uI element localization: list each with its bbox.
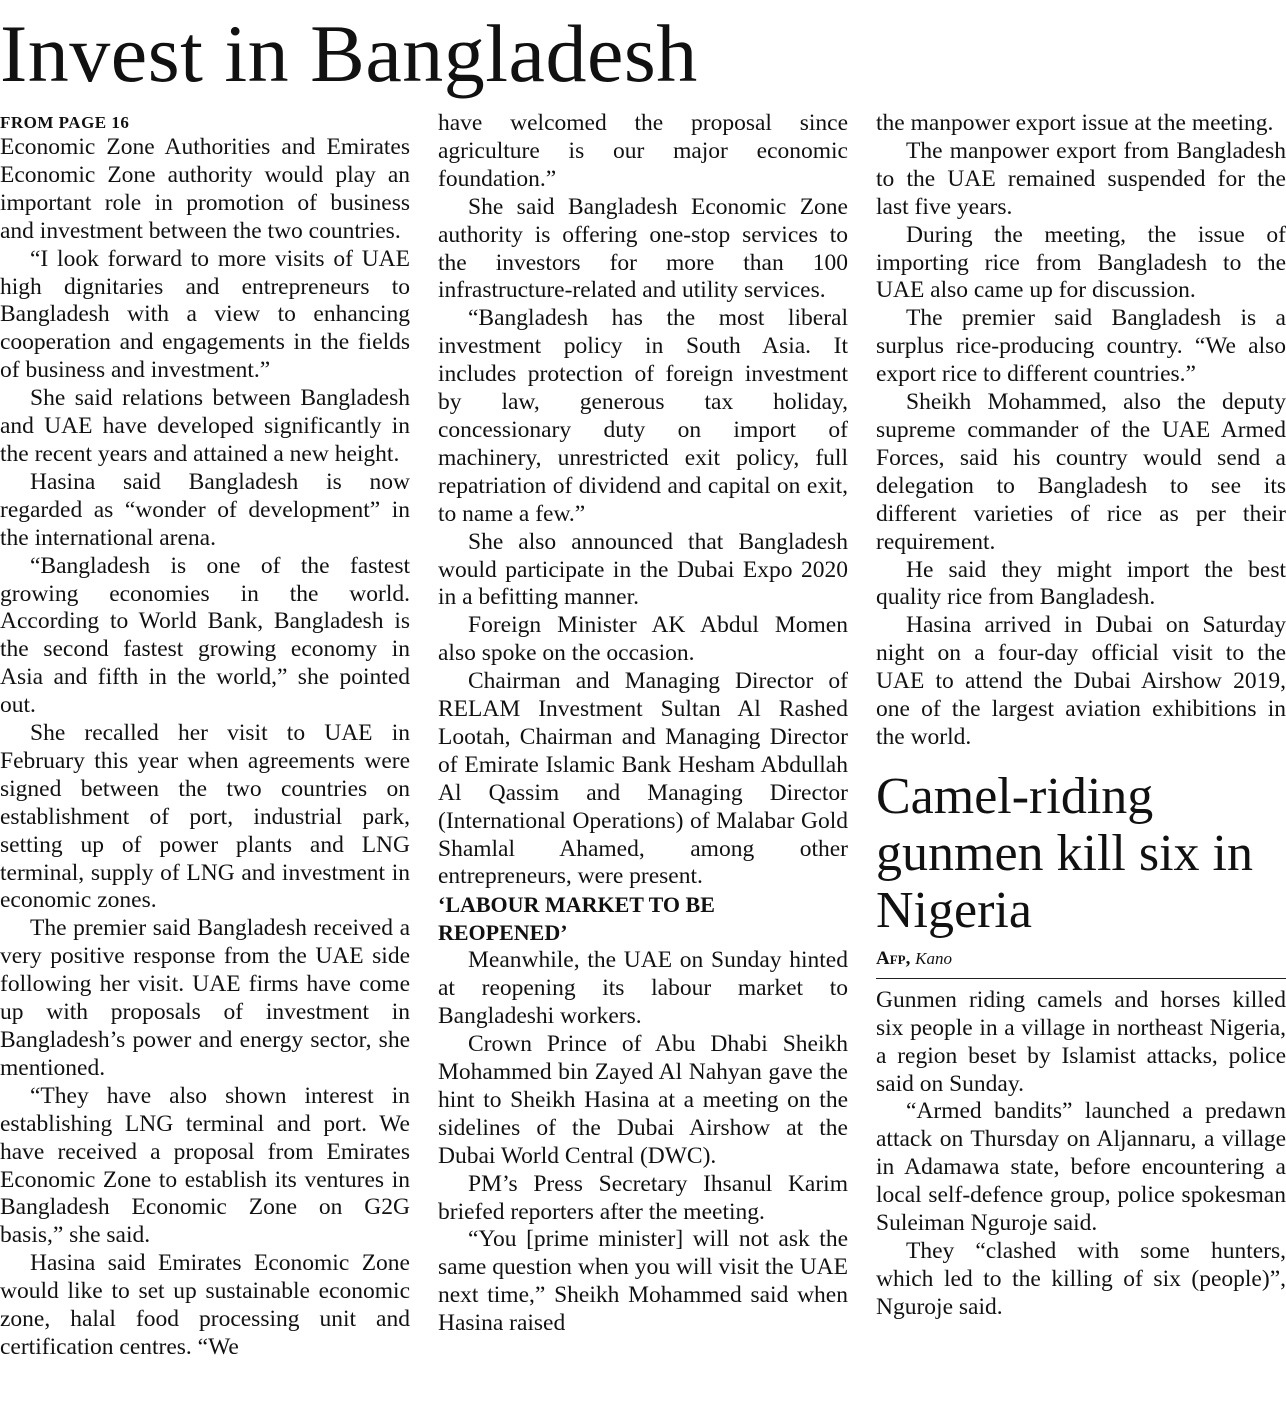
section-subhead: ‘LABOUR MARKET TO BE REOPENED’ [438, 892, 715, 946]
paragraph: PM’s Press Secretary Ihsanul Karim briefed reporters after the meeting. [438, 1170, 848, 1225]
paragraph: During the meeting, the issue of importing rice from Bangladesh to the UAE also came up for discussion. [876, 221, 1286, 304]
paragraph: Meanwhile, the UAE on Sunday hinted at reopening its labour market to Bangladeshi workers. [438, 947, 848, 1030]
paragraph: “You [prime minister] will not ask the same question when you will visit the UAE next time,” Sheikh Mohammed said when Hasina raised [438, 1226, 848, 1337]
article-column-2 [438, 110, 848, 1338]
paragraph: “Bangladesh has the most liberal investment policy in South Asia. It includes protection of foreign investment by law, generous tax holiday, concessionary duty on import of machinery, unrestricted exit policy, full repatriation of dividend and capital on exit, to name a few.” [438, 305, 848, 527]
paragraph: He said they might import the best quality rice from Bangladesh. [876, 556, 1286, 611]
dateline: FROM PAGE 16 [0, 113, 130, 132]
paragraph: “Armed bandits” launched a predawn attack on Thursday on Aljannaru, a village in Adamawa state, before encountering a local self-defence group, police spokesman Suleiman Nguroje said. [876, 1098, 1286, 1237]
paragraph: “I look forward to more visits of UAE high dignitaries and entrepreneurs to Bangladesh with a view to enhancing cooperation and engagements in the fields of business and investment.” [0, 245, 410, 384]
paragraph: Chairman and Managing Director of RELAM Investment Sultan Al Rashed Lootah, Chairman and Managing Director of Emirate Islamic Bank Hesham Abdullah Al Qassim and Managing Director (International Operations) of Malabar Gold Shamlal Ahamed, among other entrepreneurs, were present. [438, 668, 848, 890]
article-column-1 [0, 108, 410, 1362]
paragraph: They “clashed with some hunters, which led to the killing of six (people)”, Nguroje said. [876, 1238, 1286, 1320]
paragraph: She recalled her visit to UAE in February this year when agreements were signed between the two countries on establishment of port, industrial park, setting up of power plants and LNG terminal, supply of LNG and investment in economic zones. [0, 720, 410, 914]
paragraph: Crown Prince of Abu Dhabi Sheikh Mohammed bin Zayed Al Nahyan gave the hint to Sheikh Hasina at a meeting on the sidelines of the Dubai Airshow at the Dubai World Central (DWC). [438, 1031, 848, 1169]
paragraph: Sheikh Mohammed, also the deputy supreme commander of the UAE Armed Forces, said his country would send a delegation to Bangladesh to see its different varieties of rice as per their requirement. [876, 389, 1286, 555]
byline [876, 947, 1286, 979]
paragraph: the manpower export issue at the meeting. [876, 110, 1274, 136]
paragraph: “Bangladesh is one of the fastest growing economies in the world. According to World Bank, Bangladesh is the second fastest growing economy in Asia and fifth in the world,” she pointed out. [0, 552, 410, 719]
paragraph: She also announced that Bangladesh would participate in the Dubai Expo 2020 in a befitting manner. [438, 528, 848, 611]
second-article-headline: Camel-riding gunmen kill six in Nigeria [876, 767, 1253, 939]
paragraph: She said Bangladesh Economic Zone authority is offering one-stop services to the investors for more than 100 infrastructure-related and utility services. [438, 193, 848, 304]
paragraph: Hasina arrived in Dubai on Saturday night on a four-day official visit to the UAE to attend the Dubai Airshow 2019, one of the largest aviation exhibitions in the world. [876, 612, 1286, 750]
byline-place: Kano [915, 948, 952, 968]
article-headline: Invest in Bangladesh [0, 8, 698, 99]
paragraph: The manpower export from Bangladesh to the UAE remained suspended for the last five years. [876, 137, 1286, 220]
article-column-3 [876, 110, 1286, 1322]
paragraph: Foreign Minister AK Abdul Momen also spoke on the occasion. [438, 612, 848, 667]
paragraph: She said relations between Bangladesh and UAE have developed significantly in the recent years and attained a new height. [0, 385, 410, 467]
paragraph: “They have also shown interest in establishing LNG terminal and port. We have received a proposal from Emirates Economic Zone to establish its ventures in Bangladesh Economic Zone on G2G basis,” she said. [0, 1082, 410, 1249]
paragraph: have welcomed the proposal since agriculture is our major economic foundation.” [438, 110, 848, 192]
paragraph: Economic Zone Authorities and Emirates Economic Zone authority would play an important role in promotion of business and investment between the two countries. [0, 134, 410, 244]
paragraph: Gunmen riding camels and horses killed six people in a village in northeast Nigeria, a region beset by Islamist attacks, police said on Sunday. [876, 986, 1286, 1097]
paragraph: The premier said Bangladesh is a surplus rice-producing country. “We also export rice to different countries.” [876, 305, 1286, 388]
paragraph: Hasina said Bangladesh is now regarded as “wonder of development” in the international arena. [0, 468, 410, 551]
paragraph: Hasina said Emirates Economic Zone would like to set up sustainable economic zone, halal food processing unit and certification centres. “We [0, 1250, 410, 1360]
paragraph: The premier said Bangladesh received a very positive response from the UAE side following her visit. UAE firms have come up with proposals of investment in Bangladesh’s power and energy sector, she mentioned. [0, 915, 410, 1081]
byline-agency: Afp, [876, 947, 911, 969]
